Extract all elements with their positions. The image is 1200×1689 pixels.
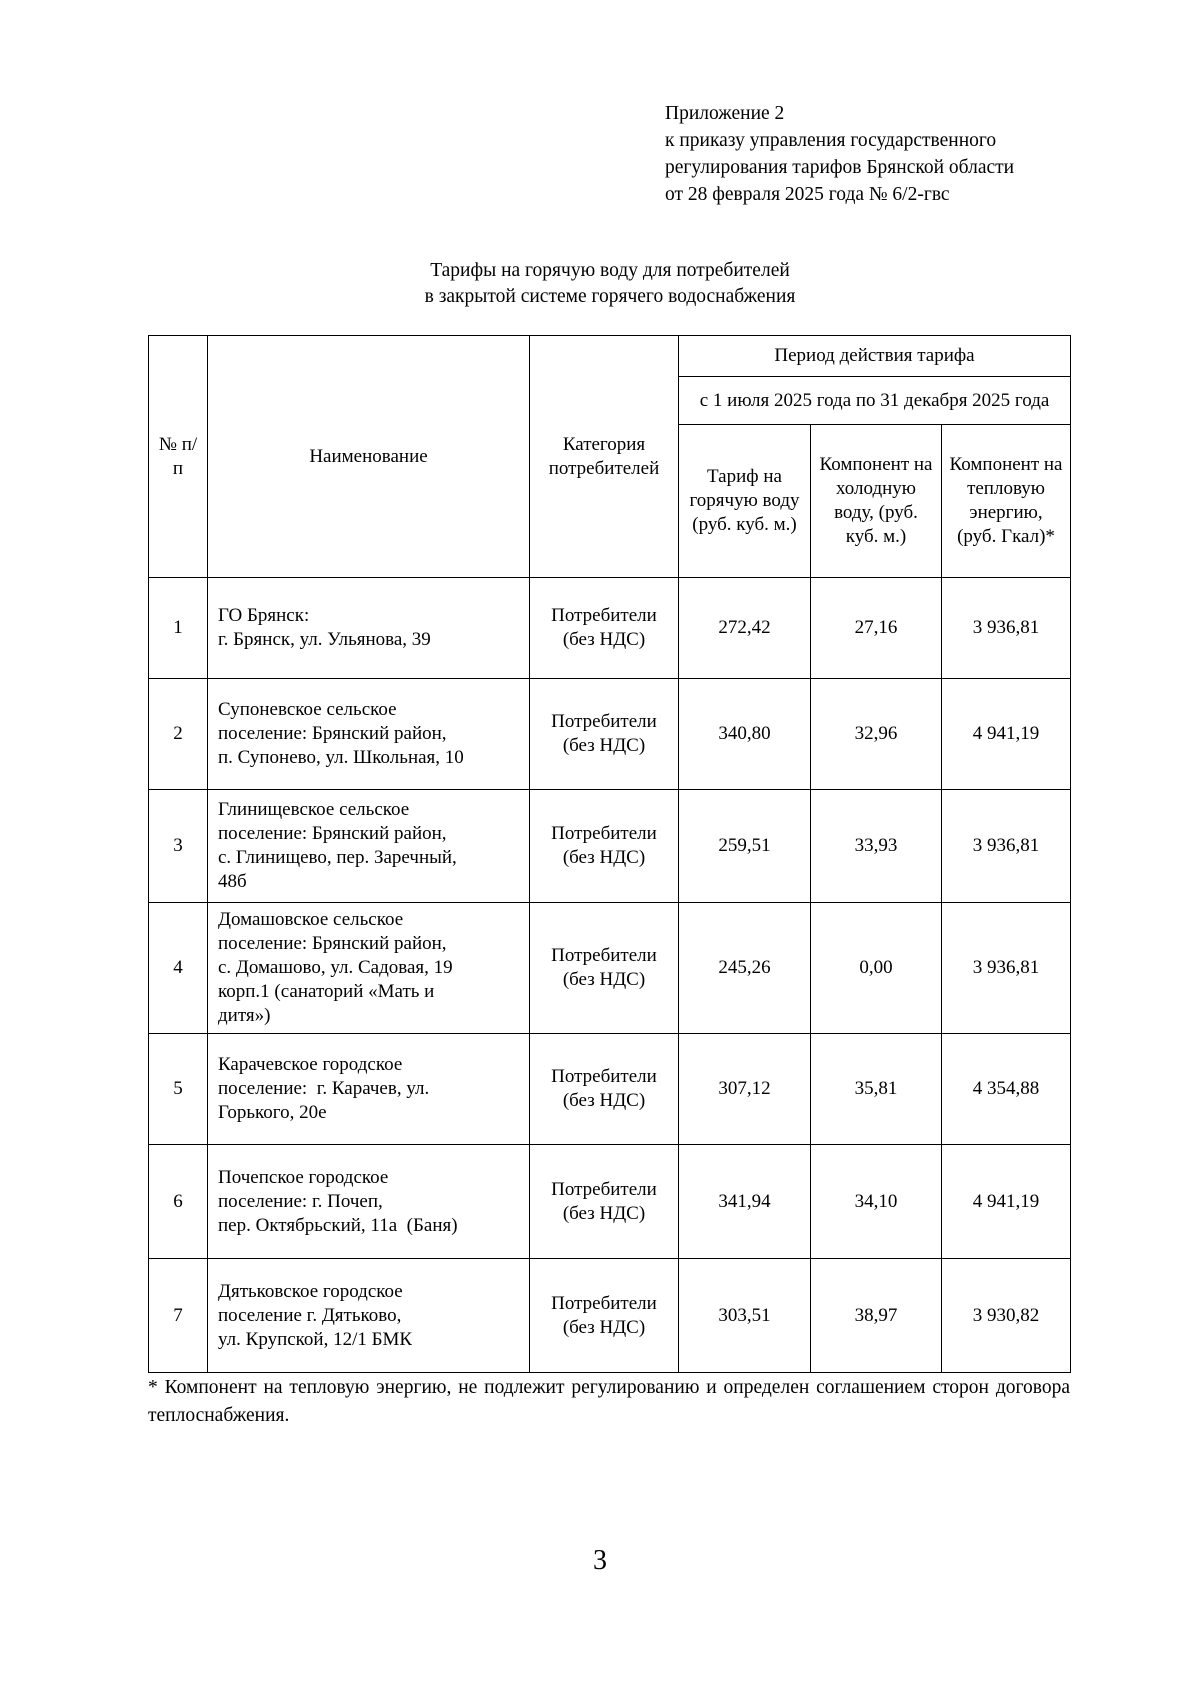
row-name-line: поселение г. Дятьково, [218,1304,402,1326]
table-row [149,578,1071,679]
appendix-line: регулирования тарифов Брянской области [665,157,1015,178]
row-heat: 3 936,81 [942,790,1071,903]
footnote: * Компонент на тепловую энергию, не подлежит регулированию и определен соглашением сторон договора теплоснабжения. [148,1377,1070,1426]
row-category: Потребители (без НДС) [530,679,679,790]
row-heat: 4 941,19 [942,1145,1071,1259]
row-number: 5 [149,1034,208,1145]
header-tariff: Тариф на горячую воду (руб. куб. м.) [679,425,811,578]
row-tariff: 340,80 [679,679,811,790]
row-tariff: 303,51 [679,1259,811,1373]
row-name-line: дитя») [218,1005,271,1026]
row-name [208,578,530,679]
table-row [149,1145,1071,1259]
header-number: № п/п [149,336,208,578]
row-heat: 3 936,81 [942,903,1071,1034]
row-name-line: ГО Брянск: [218,605,310,626]
row-name [208,903,530,1034]
appendix-line: к приказу управления государственного [665,130,997,151]
header-name: Наименование [208,336,530,578]
table-row [149,1259,1071,1373]
row-name-line: с. Глинищево, пер. Заречный, [218,847,457,868]
row-number: 4 [149,903,208,1034]
row-name-line: поселение: г. Карачев, ул. [218,1078,430,1099]
document-title [150,258,1070,310]
row-name-line: 48б [218,871,247,892]
row-number: 7 [149,1259,208,1373]
row-name-line: Домашовское сельское [218,909,404,930]
row-name-line: Карачевское городское [218,1054,403,1075]
header-period: Период действия тарифа [679,336,1071,377]
row-tariff: 341,94 [679,1145,811,1259]
header-category: Категория потребителей [530,336,679,578]
row-name-line: поселение: Брянский район, [218,723,447,744]
appendix-line: от 28 февраля 2025 года № 6/2-гвс [665,184,950,205]
row-category: Потребители (без НДС) [530,1145,679,1259]
row-number: 1 [149,578,208,679]
table-row [149,790,1071,903]
row-name-line: с. Домашово, ул. Садовая, 19 [218,957,453,978]
row-name-line: Дятьковское городское [218,1280,403,1302]
row-name [208,1145,530,1259]
row-name [208,790,530,903]
title-line-2: в закрытой системе горячего водоснабжения [424,286,796,307]
row-name-line: Почепское городское [218,1166,389,1188]
table-row [149,1034,1071,1145]
tariffs-table [148,335,1071,1373]
row-cold: 35,81 [811,1034,942,1145]
row-cold: 38,97 [811,1259,942,1373]
row-tariff: 272,42 [679,578,811,679]
table-row [149,679,1071,790]
row-name [208,1034,530,1145]
row-number: 6 [149,1145,208,1259]
row-name-line: поселение: Брянский район, [218,823,447,844]
row-category: Потребители (без НДС) [530,578,679,679]
title-line-1: Тарифы на горячую воду для потребителей [430,260,790,281]
row-cold: 33,93 [811,790,942,903]
row-heat: 3 936,81 [942,578,1071,679]
header-period-dates: с 1 июля 2025 года по 31 декабря 2025 года [679,377,1071,425]
row-category: Потребители (без НДС) [530,1034,679,1145]
row-heat: 4 354,88 [942,1034,1071,1145]
row-category: Потребители (без НДС) [530,790,679,903]
row-number: 2 [149,679,208,790]
header-heat-component: Компонент на тепловую энергию, (руб. Гкал)* [942,425,1071,578]
appendix-line: Приложение 2 [665,103,785,124]
row-cold: 0,00 [811,903,942,1034]
row-category: Потребители (без НДС) [530,1259,679,1373]
page-number: 3 [593,1545,607,1576]
row-name-line: ул. Крупской, 12/1 БМК [218,1328,413,1350]
row-cold: 32,96 [811,679,942,790]
row-name-line: поселение: Брянский район, [218,933,447,954]
row-tariff: 245,26 [679,903,811,1034]
row-cold: 34,10 [811,1145,942,1259]
row-number: 3 [149,790,208,903]
row-category: Потребители (без НДС) [530,903,679,1034]
header-cold-component: Компонент на холодную воду, (руб. куб. м.) [811,425,942,578]
table-row [149,903,1071,1034]
row-name-line: корп.1 (санаторий «Мать и [218,981,435,1002]
row-name-line: Глинищевское сельское [218,799,410,820]
row-heat: 3 930,82 [942,1259,1071,1373]
row-name-line: Горького, 20е [218,1102,327,1123]
row-name-line: п. Супонево, ул. Школьная, 10 [218,747,464,768]
row-name-line: г. Брянск, ул. Ульянова, 39 [218,629,431,650]
row-name-line: пер. Октябрьский, 11а (Баня) [218,1214,458,1236]
row-name-line: Супоневское сельское [218,699,397,720]
row-name-line: поселение: г. Почеп, [218,1190,383,1212]
row-tariff: 259,51 [679,790,811,903]
appendix-block [665,100,1145,208]
row-name [208,679,530,790]
row-name [208,1259,530,1373]
row-tariff: 307,12 [679,1034,811,1145]
row-cold: 27,16 [811,578,942,679]
row-heat: 4 941,19 [942,679,1071,790]
